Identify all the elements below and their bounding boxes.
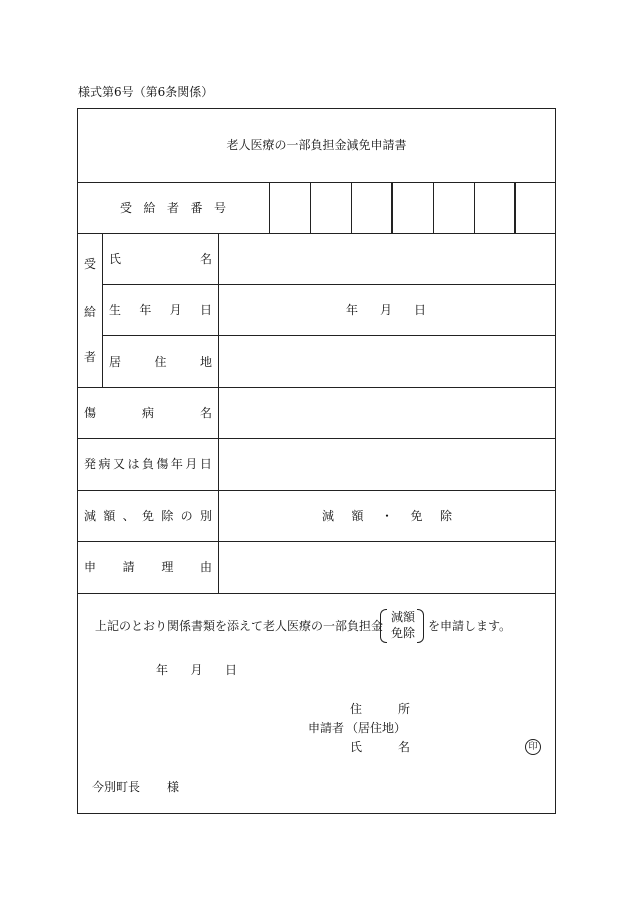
form-number: 様式第6号（第6条関係） <box>78 85 214 99</box>
applicant-name-label: 氏 名 <box>350 740 410 754</box>
statement-option-exemption: 免除 <box>391 626 416 640</box>
addressee-honorific: 様 <box>167 780 180 794</box>
birth-date-field[interactable]: 年 月 日 <box>346 303 426 317</box>
reason-input[interactable] <box>219 542 555 593</box>
disease-name-label: 傷 病 名 <box>84 406 212 420</box>
divider <box>78 490 555 491</box>
recipient-side-label: 者 <box>84 350 97 364</box>
recipient-side-label: 給 <box>84 305 97 319</box>
statement-suffix: を申請します。 <box>428 619 512 633</box>
addressee: 今別町長 <box>92 780 141 794</box>
application-form <box>77 108 556 814</box>
statement-option-reduction: 減額 <box>391 610 416 624</box>
residence-label: 居 住 地 <box>109 355 212 369</box>
onset-date-label: 発 病 又 は 負 傷 年 月 日 <box>84 457 212 471</box>
statement-prefix: 上記のとおり関係書類を添えて老人医療の一部負担金 <box>95 619 384 633</box>
residence-input[interactable] <box>219 336 555 387</box>
applicant-residence-label: （居住地） <box>346 721 407 735</box>
application-date[interactable]: 年 月 日 <box>156 663 237 677</box>
recipient-number-input[interactable] <box>269 182 555 233</box>
reduction-type-options[interactable]: 減 額 ・ 免 除 <box>322 509 452 523</box>
onset-date-input[interactable] <box>219 439 555 490</box>
divider <box>78 593 555 594</box>
recipient-side-label: 受 <box>84 257 97 271</box>
applicant-address-label: 住 所 <box>350 702 410 716</box>
birth-date-label: 生 年 月 日 <box>109 303 212 317</box>
divider <box>102 233 103 387</box>
form-title: 老人医療の一部負担金減免申請書 <box>226 138 407 152</box>
right-bracket <box>417 609 424 643</box>
recipient-number-label: 受 給 者 番 号 <box>120 201 226 215</box>
divider <box>102 284 555 285</box>
name-input[interactable] <box>219 234 555 284</box>
applicant-label: 申請者 <box>308 721 345 735</box>
reduction-type-label: 減 額 、 免 除 の 別 <box>84 509 212 523</box>
name-label: 氏 名 <box>109 252 212 266</box>
disease-name-input[interactable] <box>219 388 555 438</box>
reason-label: 申 請 理 由 <box>84 560 212 574</box>
left-bracket <box>380 609 387 643</box>
seal-mark: 印 <box>525 739 541 755</box>
